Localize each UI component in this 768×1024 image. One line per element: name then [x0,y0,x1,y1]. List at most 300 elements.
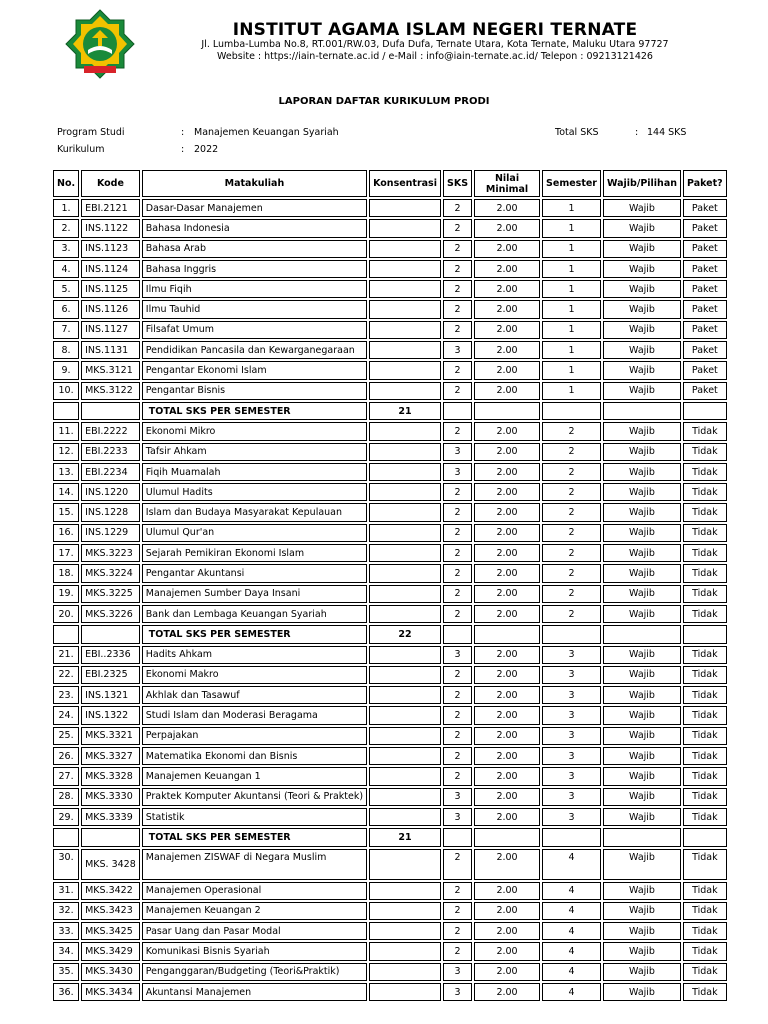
course-konsentrasi [369,219,441,237]
course-sks: 2 [443,219,472,237]
address-line: Jl. Lumba-Lumba No.8, RT.001/RW.03, Dufa Dufa, Ternate Utara, Kota Ternate, Maluku Utara 97727 [201,39,669,50]
course-paket: Tidak [683,902,727,920]
course-nilai-minimal: 2.00 [474,646,540,664]
course-code: MKS. 3428 [81,849,140,880]
total-label: TOTAL SKS PER SEMESTER [142,625,367,643]
institution-address [190,39,680,63]
course-name: Fiqih Muamalah [142,463,367,481]
course-code: INS.1228 [81,503,140,521]
total-empty-cell [443,828,472,846]
course-row [53,240,727,258]
course-code: EBI.2233 [81,443,140,461]
course-name: Pendidikan Pancasila dan Kewarganegaraan [142,341,367,359]
course-sks: 2 [443,706,472,724]
course-row [53,605,727,623]
total-label: TOTAL SKS PER SEMESTER [142,828,367,846]
course-wajib-pilihan: Wajib [603,382,681,400]
course-code: EBI.2222 [81,422,140,440]
course-wajib-pilihan: Wajib [603,199,681,217]
course-no: 23. [53,686,79,704]
course-no: 31. [53,882,79,900]
course-paket: Paket [683,199,727,217]
course-konsentrasi [369,260,441,278]
course-name: Filsafat Umum [142,321,367,339]
course-name: Ekonomi Makro [142,666,367,684]
course-semester: 3 [542,646,601,664]
course-row [53,483,727,501]
course-code: MKS.3423 [81,902,140,920]
col-header-matakuliah: Matakuliah [142,170,367,197]
course-name: Tafsir Ahkam [142,443,367,461]
total-sks-value: 21 [369,828,441,846]
course-code: EBI.2325 [81,666,140,684]
course-sks: 2 [443,727,472,745]
course-paket: Tidak [683,788,727,806]
kurikulum-label: Kurikulum [57,144,105,155]
course-paket: Tidak [683,983,727,1001]
course-no: 17. [53,544,79,562]
course-paket: Paket [683,361,727,379]
course-konsentrasi [369,706,441,724]
course-name: Pengantar Akuntansi [142,564,367,582]
course-name: Bahasa Arab [142,240,367,258]
total-sks-value: 21 [369,402,441,420]
total-empty-cell [53,828,79,846]
course-wajib-pilihan: Wajib [603,361,681,379]
course-nilai-minimal: 2.00 [474,767,540,785]
course-name: Bank dan Lembaga Keuangan Syariah [142,605,367,623]
course-semester: 1 [542,199,601,217]
col-header-paket: Paket? [683,170,727,197]
course-paket: Tidak [683,767,727,785]
course-no: 4. [53,260,79,278]
total-empty-cell [53,625,79,643]
course-name: Ulumul Hadits [142,483,367,501]
course-semester: 3 [542,808,601,826]
course-no: 19. [53,585,79,603]
course-row [53,706,727,724]
course-sks: 2 [443,882,472,900]
course-no: 16. [53,524,79,542]
course-no: 10. [53,382,79,400]
course-semester: 4 [542,942,601,960]
course-no: 25. [53,727,79,745]
course-konsentrasi [369,564,441,582]
course-row [53,382,727,400]
course-nilai-minimal: 2.00 [474,524,540,542]
course-semester: 1 [542,219,601,237]
course-sks: 3 [443,963,472,981]
course-no: 24. [53,706,79,724]
course-sks: 2 [443,564,472,582]
course-paket: Paket [683,341,727,359]
course-nilai-minimal: 2.00 [474,463,540,481]
course-konsentrasi [369,747,441,765]
course-row [53,849,727,880]
col-header-semester: Semester [542,170,601,197]
course-nilai-minimal: 2.00 [474,361,540,379]
course-code: MKS.3328 [81,767,140,785]
course-name: Sejarah Pemikiran Ekonomi Islam [142,544,367,562]
course-row [53,747,727,765]
course-name: Penganggaran/Budgeting (Teori&Praktik) [142,963,367,981]
course-name: Praktek Komputer Akuntansi (Teori & Praktek) [142,788,367,806]
course-no: 5. [53,280,79,298]
col-header-wajib-pilihan: Wajib/Pilihan [603,170,681,197]
course-konsentrasi [369,382,441,400]
course-nilai-minimal: 2.00 [474,666,540,684]
course-code: INS.1123 [81,240,140,258]
course-nilai-minimal: 2.00 [474,564,540,582]
course-sks: 3 [443,808,472,826]
course-nilai-minimal: 2.00 [474,727,540,745]
course-semester: 2 [542,483,601,501]
course-paket: Tidak [683,808,727,826]
semester-total-row [53,828,727,846]
course-row [53,963,727,981]
course-konsentrasi [369,361,441,379]
course-nilai-minimal: 2.00 [474,300,540,318]
course-row [53,524,727,542]
col-header-sks: SKS [443,170,472,197]
course-code: INS.1220 [81,483,140,501]
course-sks: 2 [443,747,472,765]
course-nilai-minimal: 2.00 [474,260,540,278]
total-empty-cell [542,828,601,846]
course-code: MKS.3225 [81,585,140,603]
table-header-row [53,170,727,197]
course-name: Akuntansi Manajemen [142,983,367,1001]
course-paket: Tidak [683,544,727,562]
program-label: Program Studi [57,127,125,138]
total-empty-cell [474,402,540,420]
course-paket: Tidak [683,747,727,765]
curriculum-table [51,168,729,1003]
course-code: MKS.3224 [81,564,140,582]
course-konsentrasi [369,321,441,339]
course-code: MKS.3122 [81,382,140,400]
course-konsentrasi [369,646,441,664]
col-header-kode: Kode [81,170,140,197]
course-wajib-pilihan: Wajib [603,983,681,1001]
course-row [53,686,727,704]
course-name: Hadits Ahkam [142,646,367,664]
total-empty-cell [474,625,540,643]
course-sks: 3 [443,788,472,806]
course-name: Statistik [142,808,367,826]
course-semester: 3 [542,706,601,724]
course-konsentrasi [369,422,441,440]
course-semester: 1 [542,321,601,339]
course-semester: 3 [542,767,601,785]
course-nilai-minimal: 2.00 [474,219,540,237]
course-name: Manajemen Keuangan 2 [142,902,367,920]
course-konsentrasi [369,808,441,826]
course-wajib-pilihan: Wajib [603,882,681,900]
course-sks: 2 [443,280,472,298]
course-sks: 2 [443,361,472,379]
course-no: 14. [53,483,79,501]
course-konsentrasi [369,922,441,940]
total-empty-cell [443,402,472,420]
course-sks: 2 [443,849,472,880]
course-wajib-pilihan: Wajib [603,503,681,521]
col-header-nilai-minimal: Nilai Minimal [474,170,540,197]
course-paket: Tidak [683,849,727,880]
course-wajib-pilihan: Wajib [603,585,681,603]
total-empty-cell [474,828,540,846]
course-konsentrasi [369,524,441,542]
course-semester: 2 [542,524,601,542]
course-sks: 2 [443,605,472,623]
course-nilai-minimal: 2.00 [474,605,540,623]
course-wajib-pilihan: Wajib [603,727,681,745]
course-wajib-pilihan: Wajib [603,483,681,501]
course-konsentrasi [369,963,441,981]
course-row [53,727,727,745]
course-paket: Tidak [683,422,727,440]
course-nilai-minimal: 2.00 [474,280,540,298]
course-row [53,983,727,1001]
total-empty-cell [603,625,681,643]
course-code: MKS.3223 [81,544,140,562]
course-name: Ilmu Tauhid [142,300,367,318]
course-no: 15. [53,503,79,521]
course-name: Bahasa Inggris [142,260,367,278]
course-sks: 2 [443,321,472,339]
course-code: INS.1125 [81,280,140,298]
course-row [53,808,727,826]
course-name: Pasar Uang dan Pasar Modal [142,922,367,940]
course-row [53,300,727,318]
course-nilai-minimal: 2.00 [474,341,540,359]
total-label: TOTAL SKS PER SEMESTER [142,402,367,420]
course-paket: Tidak [683,463,727,481]
course-semester: 4 [542,902,601,920]
course-no: 27. [53,767,79,785]
course-row [53,443,727,461]
course-paket: Tidak [683,605,727,623]
course-sks: 2 [443,422,472,440]
course-no: 12. [53,443,79,461]
report-title: LAPORAN DAFTAR KURIKULUM PRODI [278,96,490,107]
course-sks: 2 [443,524,472,542]
course-code: MKS.3330 [81,788,140,806]
course-sks: 2 [443,585,472,603]
course-row [53,260,727,278]
course-name: Dasar-Dasar Manajemen [142,199,367,217]
course-row [53,585,727,603]
course-sks: 2 [443,199,472,217]
course-nilai-minimal: 2.00 [474,443,540,461]
course-nilai-minimal: 2.00 [474,849,540,880]
course-sks: 2 [443,922,472,940]
course-konsentrasi [369,686,441,704]
course-paket: Tidak [683,646,727,664]
course-semester: 3 [542,727,601,745]
course-code: INS.1321 [81,686,140,704]
course-wajib-pilihan: Wajib [603,422,681,440]
course-row [53,942,727,960]
institution-name: INSTITUT AGAMA ISLAM NEGERI TERNATE [232,20,638,40]
course-semester: 3 [542,747,601,765]
course-paket: Tidak [683,686,727,704]
course-no: 8. [53,341,79,359]
course-paket: Tidak [683,666,727,684]
course-paket: Paket [683,240,727,258]
course-semester: 1 [542,382,601,400]
course-wajib-pilihan: Wajib [603,260,681,278]
course-name: Pengantar Ekonomi Islam [142,361,367,379]
course-paket: Tidak [683,727,727,745]
course-row [53,564,727,582]
course-konsentrasi [369,463,441,481]
course-sks: 2 [443,300,472,318]
course-code: MKS.3425 [81,922,140,940]
course-nilai-minimal: 2.00 [474,503,540,521]
course-code: MKS.3121 [81,361,140,379]
course-konsentrasi [369,503,441,521]
course-semester: 4 [542,983,601,1001]
course-code: MKS.3321 [81,727,140,745]
course-konsentrasi [369,983,441,1001]
course-nilai-minimal: 2.00 [474,422,540,440]
course-sks: 2 [443,942,472,960]
course-no: 30. [53,849,79,880]
course-semester: 2 [542,443,601,461]
course-semester: 4 [542,882,601,900]
course-code: INS.1322 [81,706,140,724]
total-sks-value: 144 SKS [647,127,687,138]
course-wajib-pilihan: Wajib [603,922,681,940]
total-empty-cell [603,828,681,846]
course-konsentrasi [369,882,441,900]
course-row [53,219,727,237]
course-code: MKS.3430 [81,963,140,981]
course-row [53,341,727,359]
course-code: INS.1127 [81,321,140,339]
course-sks: 3 [443,463,472,481]
course-code: INS.1124 [81,260,140,278]
course-konsentrasi [369,544,441,562]
course-wajib-pilihan: Wajib [603,341,681,359]
course-no: 28. [53,788,79,806]
course-code: INS.1122 [81,219,140,237]
course-semester: 1 [542,280,601,298]
course-paket: Tidak [683,882,727,900]
course-no: 2. [53,219,79,237]
course-konsentrasi [369,788,441,806]
course-wajib-pilihan: Wajib [603,706,681,724]
course-no: 6. [53,300,79,318]
total-empty-cell [81,625,140,643]
course-semester: 2 [542,503,601,521]
course-name: Bahasa Indonesia [142,219,367,237]
course-wajib-pilihan: Wajib [603,902,681,920]
total-empty-cell [53,402,79,420]
course-wajib-pilihan: Wajib [603,544,681,562]
total-sks-colon: : [635,127,639,138]
course-konsentrasi [369,767,441,785]
total-empty-cell [603,402,681,420]
course-sks: 3 [443,646,472,664]
course-no: 21. [53,646,79,664]
course-no: 7. [53,321,79,339]
course-konsentrasi [369,902,441,920]
course-no: 3. [53,240,79,258]
course-paket: Tidak [683,524,727,542]
course-konsentrasi [369,727,441,745]
course-semester: 1 [542,341,601,359]
course-nilai-minimal: 2.00 [474,321,540,339]
course-wajib-pilihan: Wajib [603,767,681,785]
course-konsentrasi [369,300,441,318]
course-name: Matematika Ekonomi dan Bisnis [142,747,367,765]
course-nilai-minimal: 2.00 [474,922,540,940]
course-sks: 2 [443,544,472,562]
course-semester: 2 [542,605,601,623]
course-row [53,463,727,481]
total-empty-cell [81,402,140,420]
course-paket: Paket [683,321,727,339]
course-wajib-pilihan: Wajib [603,219,681,237]
course-wajib-pilihan: Wajib [603,463,681,481]
kurikulum-colon: : [181,144,185,155]
course-code: MKS.3226 [81,605,140,623]
course-semester: 1 [542,260,601,278]
course-paket: Paket [683,300,727,318]
course-row [53,422,727,440]
course-row [53,503,727,521]
course-konsentrasi [369,605,441,623]
course-sks: 2 [443,686,472,704]
course-semester: 4 [542,922,601,940]
course-wajib-pilihan: Wajib [603,300,681,318]
course-name: Manajemen Keuangan 1 [142,767,367,785]
course-name: Studi Islam dan Moderasi Beragama [142,706,367,724]
course-name: Manajemen ZISWAF di Negara Muslim [142,849,367,880]
course-sks: 2 [443,382,472,400]
course-nilai-minimal: 2.00 [474,199,540,217]
course-row [53,321,727,339]
course-sks: 3 [443,341,472,359]
total-empty-cell [81,828,140,846]
course-wajib-pilihan: Wajib [603,321,681,339]
course-semester: 1 [542,240,601,258]
course-nilai-minimal: 2.00 [474,483,540,501]
course-sks: 2 [443,902,472,920]
course-konsentrasi [369,942,441,960]
course-semester: 2 [542,463,601,481]
contact-line: Website : https://iain-ternate.ac.id / e-Mail : info@iain-ternate.ac.id/ Telepon : 09213121426 [217,51,653,62]
course-name: Manajemen Sumber Daya Insani [142,585,367,603]
course-paket: Paket [683,280,727,298]
course-paket: Paket [683,219,727,237]
course-sks: 3 [443,983,472,1001]
course-paket: Paket [683,382,727,400]
course-konsentrasi [369,199,441,217]
course-name: Perpajakan [142,727,367,745]
course-no: 35. [53,963,79,981]
course-semester: 3 [542,686,601,704]
course-sks: 2 [443,666,472,684]
course-wajib-pilihan: Wajib [603,686,681,704]
col-header-konsentrasi: Konsentrasi [369,170,441,197]
course-konsentrasi [369,585,441,603]
course-code: INS.1229 [81,524,140,542]
course-sks: 2 [443,260,472,278]
course-no: 36. [53,983,79,1001]
